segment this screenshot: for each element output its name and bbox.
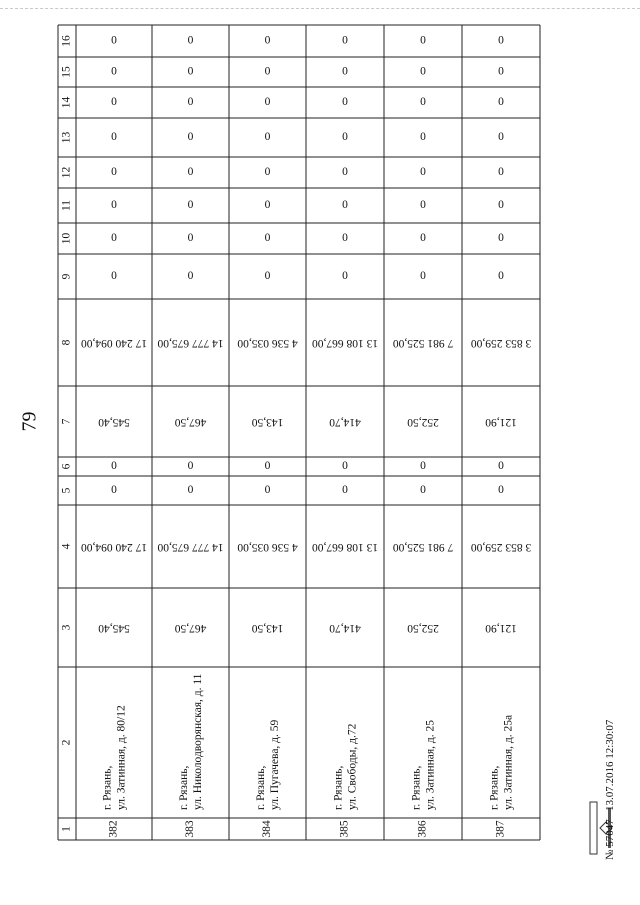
cell-address-street: ул. Свободы, д.72	[346, 723, 359, 810]
cell-zero: 0	[264, 166, 271, 179]
cell-zero: 0	[498, 232, 504, 245]
cell-zero: 0	[264, 96, 271, 109]
cell-zero: 0	[498, 484, 504, 497]
cell-zero: 0	[187, 232, 194, 245]
cell-address-city: г. Рязань,	[332, 765, 345, 810]
cell-zero: 0	[111, 65, 117, 78]
cell-area: 143,50	[251, 415, 284, 428]
cell-address-street: ул. Пугачева, д. 59	[269, 719, 282, 810]
cell-zero: 0	[498, 166, 504, 179]
cell-zero: 0	[264, 460, 271, 473]
cell-zero: 0	[498, 131, 504, 144]
cell-zero: 0	[264, 131, 271, 144]
cell-zero: 0	[111, 34, 117, 47]
cell-zero: 0	[498, 34, 504, 47]
cell-row-number: 385	[338, 820, 351, 838]
cell-cost: 7 981 525,00	[392, 540, 454, 553]
column-number-header: 6	[60, 463, 73, 470]
cell-zero: 0	[111, 199, 117, 212]
cell-cost: 17 240 094,00	[80, 336, 148, 349]
column-number-header: 7	[60, 418, 73, 425]
cell-zero: 0	[111, 131, 117, 144]
cell-zero: 0	[498, 96, 504, 109]
cell-row-number: 382	[107, 820, 120, 838]
column-number-header: 8	[60, 339, 73, 346]
cell-cost: 3 853 259,00	[470, 540, 532, 553]
cell-zero: 0	[498, 460, 504, 473]
cell-zero: 0	[498, 65, 504, 78]
cell-cost: 13 108 667,00	[311, 336, 379, 349]
cell-zero: 0	[420, 166, 426, 179]
cell-zero: 0	[187, 460, 194, 473]
cell-cost: 4 536 035,00	[237, 540, 298, 553]
column-number-header: 15	[60, 66, 73, 78]
cell-zero: 0	[342, 270, 348, 283]
cell-address-street: ул. Затинная, д. 25а	[502, 714, 515, 810]
cell-row-number: 386	[416, 820, 429, 838]
cell-address-city: г. Рязань,	[255, 765, 268, 810]
cell-zero: 0	[111, 232, 117, 245]
cell-zero: 0	[187, 96, 194, 109]
cell-zero: 0	[111, 166, 117, 179]
cell-cost: 13 108 667,00	[311, 540, 379, 553]
cell-zero: 0	[264, 65, 271, 78]
cell-row-number: 383	[184, 820, 197, 838]
column-number-header: 4	[60, 543, 73, 550]
cell-row-number: 384	[261, 820, 274, 838]
cell-zero: 0	[187, 34, 194, 47]
reg-number: № 57047	[604, 819, 616, 860]
cell-address-street: ул. Затинная, д. 25	[424, 719, 437, 810]
cell-zero: 0	[342, 460, 348, 473]
cell-zero: 0	[342, 199, 348, 212]
cell-cost: 4 536 035,00	[237, 336, 298, 349]
cell-cost: 14 777 675,00	[157, 336, 224, 349]
cell-zero: 0	[187, 199, 194, 212]
column-number-header: 14	[60, 96, 73, 109]
column-number-header: 11	[60, 199, 73, 212]
column-number-header: 3	[60, 624, 73, 631]
cell-zero: 0	[342, 34, 348, 47]
cell-row-number: 387	[494, 820, 507, 838]
cell-address-city: г. Рязань,	[488, 765, 501, 810]
cell-area: 467,50	[174, 415, 207, 428]
cell-area: 121,90	[485, 621, 517, 634]
column-number-header: 10	[60, 232, 73, 245]
cell-zero: 0	[420, 232, 426, 245]
cell-zero: 0	[342, 96, 348, 109]
cell-cost: 3 853 259,00	[470, 336, 532, 349]
cell-zero: 0	[264, 34, 271, 47]
page-number: 79	[18, 411, 41, 432]
cell-cost: 17 240 094,00	[80, 540, 148, 553]
cell-zero: 0	[420, 484, 426, 497]
cell-address-street: ул. Затинная, д. 80/12	[115, 705, 128, 810]
column-number-header: 9	[60, 273, 73, 280]
cell-zero: 0	[187, 270, 194, 283]
cell-zero: 0	[342, 484, 348, 497]
cell-zero: 0	[264, 232, 271, 245]
cell-area: 545,40	[98, 621, 130, 634]
cell-zero: 0	[264, 484, 271, 497]
cell-zero: 0	[111, 484, 117, 497]
cell-zero: 0	[420, 270, 426, 283]
cell-address-city: г. Рязань,	[178, 765, 191, 810]
footer-registration	[604, 720, 616, 860]
cell-zero: 0	[187, 166, 194, 179]
cell-address-street: ул. Николодворянская, д. 11	[192, 673, 205, 810]
cell-zero: 0	[264, 270, 271, 283]
cell-zero: 0	[420, 34, 426, 47]
cell-zero: 0	[264, 199, 271, 212]
cell-zero: 0	[187, 484, 194, 497]
cell-zero: 0	[111, 270, 117, 283]
cell-zero: 0	[420, 460, 426, 473]
cell-zero: 0	[111, 96, 117, 109]
cell-zero: 0	[420, 65, 426, 78]
cell-area: 545,40	[98, 415, 130, 428]
cell-zero: 0	[342, 166, 348, 179]
cell-area: 252,50	[407, 415, 439, 428]
cell-zero: 0	[187, 131, 194, 144]
cell-cost: 7 981 525,00	[392, 336, 454, 349]
cell-zero: 0	[420, 131, 426, 144]
cell-zero: 0	[342, 232, 348, 245]
cell-zero: 0	[498, 270, 504, 283]
column-number-header: 5	[60, 487, 73, 494]
cell-area: 143,50	[251, 621, 284, 634]
reg-datetime: 13.07.2016 12:30:07	[604, 719, 616, 811]
column-number-header: 1	[60, 826, 73, 832]
cell-address-city: г. Рязань,	[410, 765, 423, 810]
cell-address-city: г. Рязань,	[101, 765, 114, 810]
column-number-header: 12	[60, 166, 73, 179]
cell-zero: 0	[342, 131, 348, 144]
cell-zero: 0	[187, 65, 194, 78]
cell-area: 252,50	[407, 621, 439, 634]
cell-area: 414,70	[329, 621, 361, 634]
cell-zero: 0	[420, 96, 426, 109]
cell-zero: 0	[420, 199, 426, 212]
cell-zero: 0	[111, 460, 117, 473]
cell-zero: 0	[498, 199, 504, 212]
cell-area: 467,50	[174, 621, 207, 634]
cell-area: 121,90	[485, 415, 517, 428]
column-number-header: 2	[60, 739, 73, 746]
cell-area: 414,70	[329, 415, 361, 428]
column-number-header: 13	[60, 131, 73, 144]
cell-cost: 14 777 675,00	[157, 540, 224, 553]
cell-zero: 0	[342, 65, 348, 78]
column-number-header: 16	[60, 35, 73, 47]
